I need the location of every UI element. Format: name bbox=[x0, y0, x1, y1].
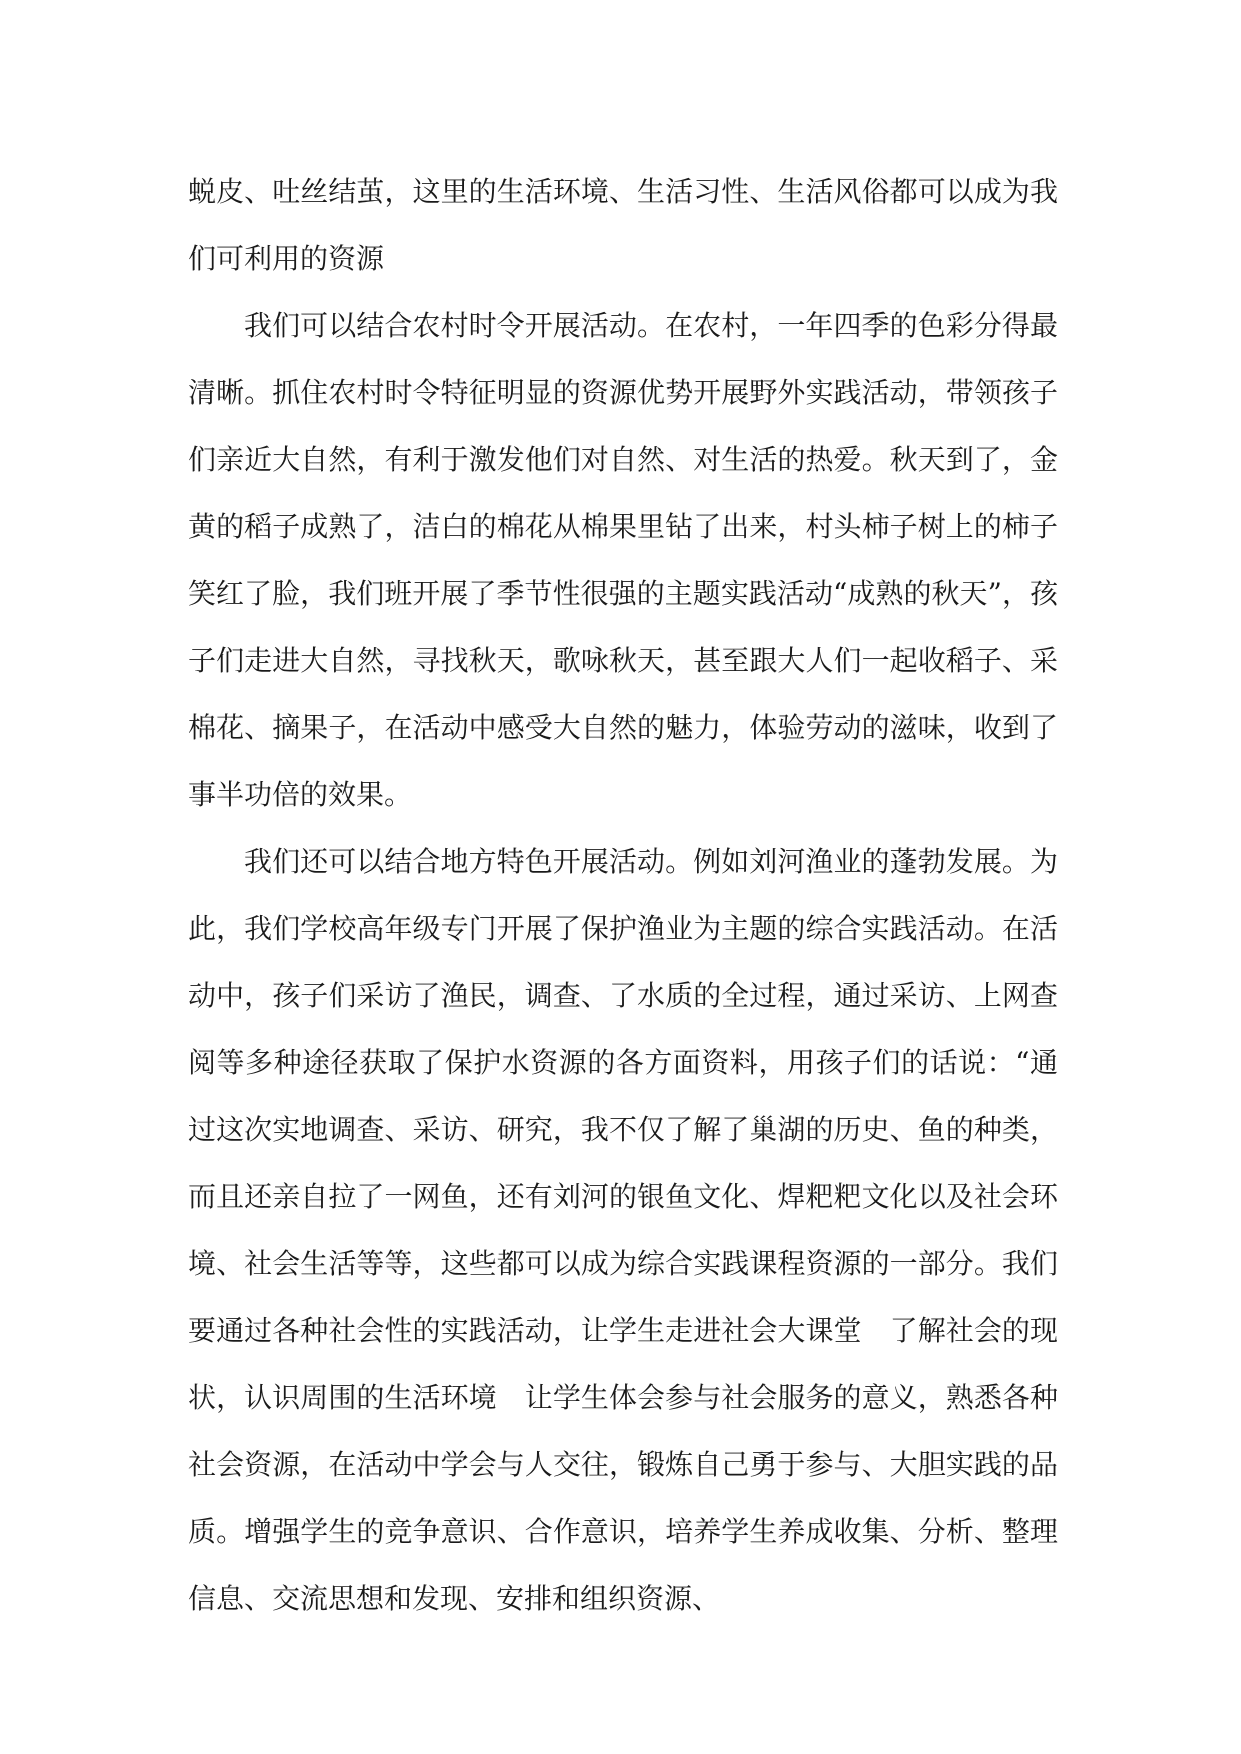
paragraph-local-features: 我们还可以结合地方特色开展活动。例如刘河渔业的蓬勃发展。为此，我们学校高年级专门开展了保护渔业为主题的综合实践活动。在活动中，孩子们采访了渔民，调查、了水质的全过程，通过采访、上网查阅等多种途径获取了保护水资源的各方面资料，用孩子们的话说：“通过这次实地调查、采访、研究，我不仅了解了巢湖的历史、鱼的种类，而且还亲自拉了一网鱼，还有刘河的银鱼文化、焊粑粑文化以及社会环境、社会生活等等，这些都可以成为综合实践课程资源的一部分。我们要通过各种社会性的实践活动，让学生走进社会大课堂 了解社会的现状，认识周围的生活环境 让学生体会参与社会服务的意义，熟悉各种社会资源，在活动中学会与人交往，锻炼自己勇于参与、大胆实践的品质。增强学生的竞争意识、合作意识，培养学生养成收集、分析、整理信息、交流思想和发现、安排和组织资源、 bbox=[188, 845, 1058, 1615]
paragraph-rural-seasons: 我们可以结合农村时令开展活动。在农村，一年四季的色彩分得最清晰。抓住农村时令特征明显的资源优势开展野外实践活动，带领孩子们亲近大自然，有利于激发他们对自然、对生活的热爱。秋天到了，金黄的稻子成熟了，洁白的棉花从棉果里钻了出来，村头柿子树上的柿子笑红了脸，我们班开展了季节性很强的主题实践活动“成熟的秋天”，孩子们走进大自然，寻找秋天，歌咏秋天，甚至跟大人们一起收稻子、采棉花、摘果子，在活动中感受大自然的魅力，体验劳动的滋味，收到了事半功倍的效果。 bbox=[188, 309, 1058, 811]
paragraph-continuation: 蜕皮、吐丝结茧，这里的生活环境、生活习性、生活风俗都可以成为我们可利用的资源 bbox=[188, 175, 1058, 275]
document-body bbox=[188, 158, 1058, 1632]
